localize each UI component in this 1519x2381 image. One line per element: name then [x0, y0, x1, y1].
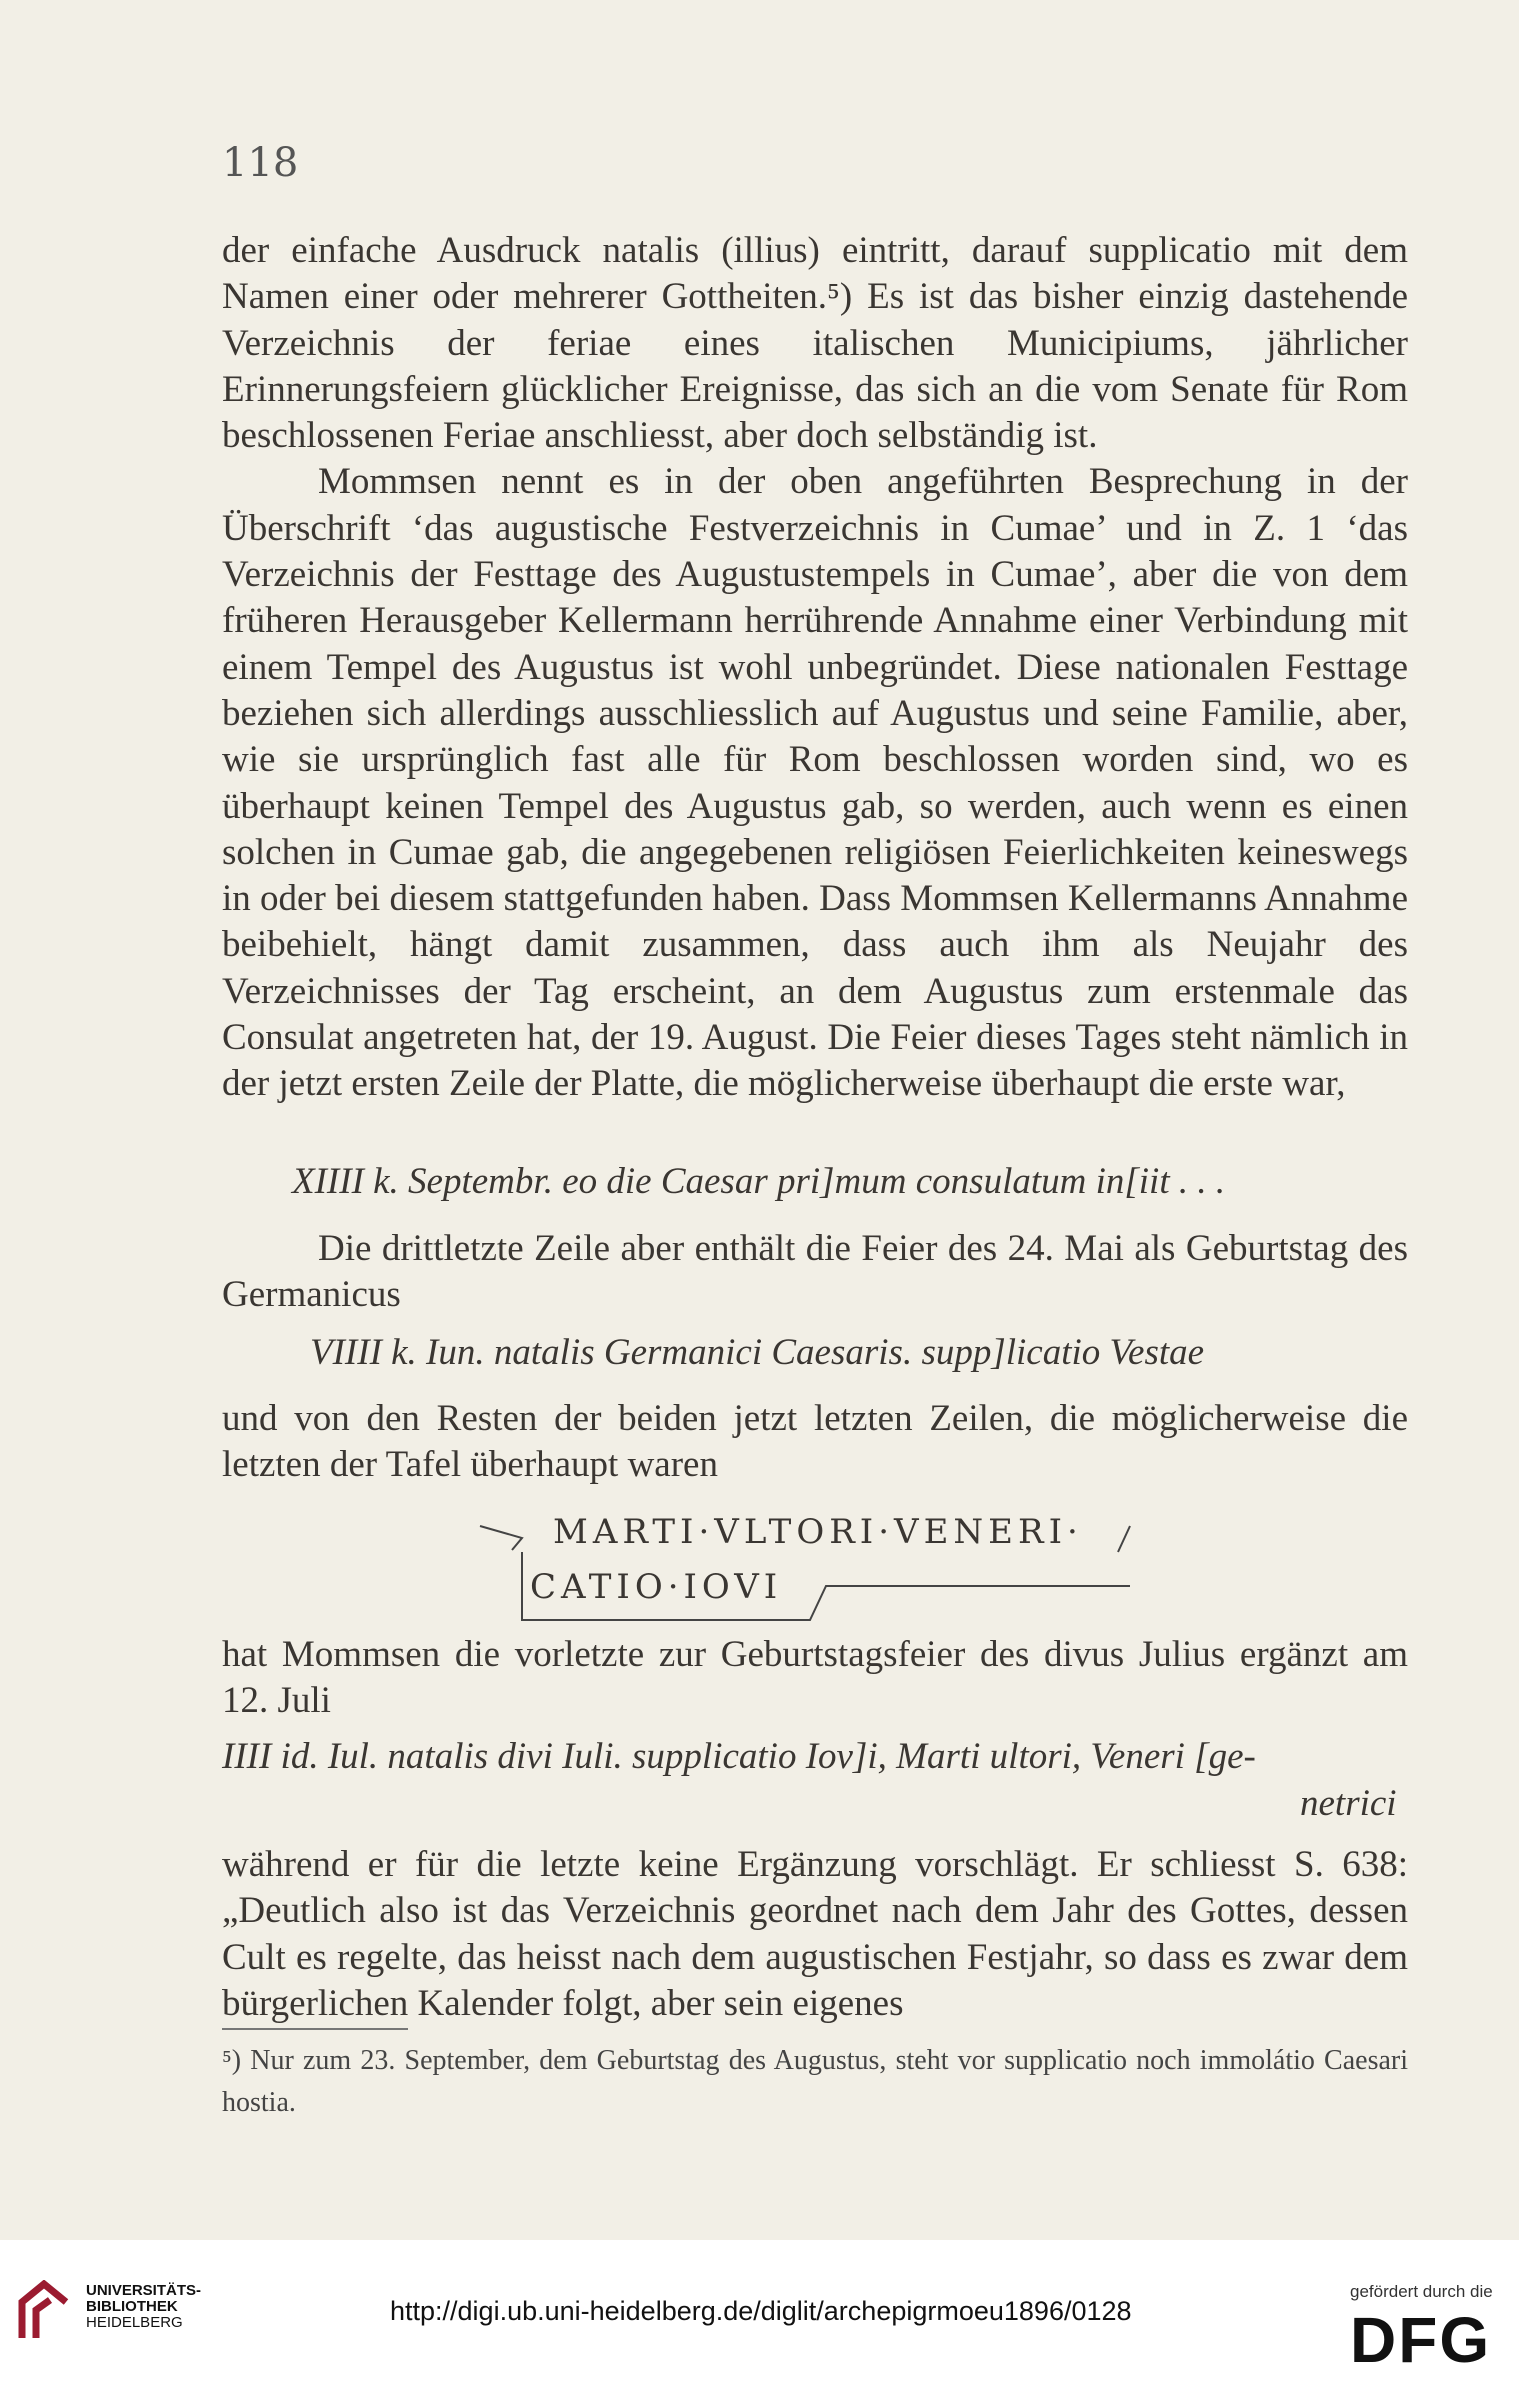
paragraph-4: und von den Resten der beiden jetzt letzten Zeilen, die möglicherweise die letzten der Tafel überhaupt waren	[222, 1398, 1408, 1486]
quote-2: VIIII k. Iun. natalis Germanici Caesaris. supp]licatio Vestae	[310, 1332, 1205, 1373]
paragraph-2: Mommsen nennt es in der oben angeführten Besprechung in der Überschrift ʻdas augustische Festverzeichnis in Cumae’ und in Z. 1 ʻdas Verzeichnis der Festtage des Augustustempels in Cumae’, aber die von dem früheren Herausgeber Kellermann herrührende Annahme einer Verbindung mit einem Tempel des Augustus ist wohl unbegründet. Diese nationalen Festtage beziehen sich allerdings ausschliesslich auf Augustus und seine Familie, aber, wie sie ursprünglich fast alle für Rom beschlossen worden sind, wo es überhaupt keinen Tempel des Augustus gab, so werden, auch wenn es einen solchen in Cumae gab, die angegebenen religiösen Feierlichkeiten keineswegs in oder bei diesem stattgefunden haben. Dass Mommsen Kellermanns Annahme beibehielt, hängt damit zusammen, dass auch ihm als Neujahr des Verzeichnisses der Tag erscheint, an dem Augustus zum erstenmale das Consulat angetreten hat, der 19. August. Die Feier dieses Tages steht nämlich in der jetzt ersten Zeile der Platte, die möglicherweise überhaupt die erste war,	[222, 461, 1408, 1105]
library-name-line-2: BIBLIOTHEK	[86, 2298, 178, 2315]
paragraph-1: der einfache Ausdruck natalis (illius) eintritt, darauf supplicatio mit dem Namen einer oder mehrerer Gottheiten.⁵) Es ist das bisher einzig dastehende Verzeichnis der feriae eines italischen Municipiums, jährlicher Erinnerungsfeiern glücklicher Ereignisse, das sich an die vom Senate für Rom beschlossenen Feriae anschliesst, aber doch selbständig ist.	[222, 230, 1408, 457]
permalink-url[interactable]: http://digi.ub.uni-heidelberg.de/diglit/archepigrmoeu1896/0128	[390, 2296, 1132, 2326]
university-library-logo-icon	[14, 2280, 74, 2342]
paragraph-6: während er für die letzte keine Ergänzung vorschlägt. Er schliesst S. 638: „Deutlich also ist das Verzeichnis geordnet nach dem Jahr des Gottes, dessen Cult es regelte, das heisst nach dem augustischen Festjahr, so dass es zwar dem bürgerlichen Kalender folgt, aber sein eigenes	[222, 1844, 1408, 2024]
inscription-line-2: CATIO·IOVI	[530, 1567, 783, 1607]
dfg-logo: DFG	[1350, 2304, 1492, 2376]
quote-3: IIII id. Iul. natalis divi Iuli. supplicatio Iov]i, Marti ultori, Veneri [ge-	[222, 1736, 1256, 1777]
footnote-rule	[222, 2028, 408, 2030]
inscription-line-1: MARTI·VLTORI·VENERI·	[553, 1512, 1083, 1552]
paragraph-3: Die drittletzte Zeile aber enthält die Feier des 24. Mai als Geburtstag des Germanicus	[222, 1228, 1408, 1316]
paragraph-3-block	[222, 1226, 1408, 1319]
library-name-line-3: HEIDELBERG	[86, 2314, 183, 2331]
paragraph-5-block	[222, 1632, 1408, 1725]
quote-1: XIIII k. Septembr. eo die Caesar pri]mum consulatum in[iit . . .	[292, 1161, 1226, 1202]
library-name-line-1: UNIVERSITÄTS-	[86, 2282, 202, 2299]
footnote: ⁵) Nur zum 23. September, dem Geburtstag des Augustus, steht vor supplicatio noch immolátio Caesari hostia.	[222, 2045, 1408, 2118]
quote-3-continued: netrici	[1300, 1783, 1397, 1824]
paragraph-6-block	[222, 1842, 1408, 2027]
page-number: 118	[222, 140, 299, 186]
funding-note: gefördert durch die	[1350, 2282, 1493, 2301]
library-name	[86, 2283, 201, 2331]
paragraph-4-block	[222, 1396, 1408, 1489]
paragraph-5: hat Mommsen die vorletzte zur Geburtstagsfeier des divus Julius ergänzt am 12. Juli	[222, 1634, 1408, 1722]
paragraph-1-block	[222, 228, 1408, 1108]
